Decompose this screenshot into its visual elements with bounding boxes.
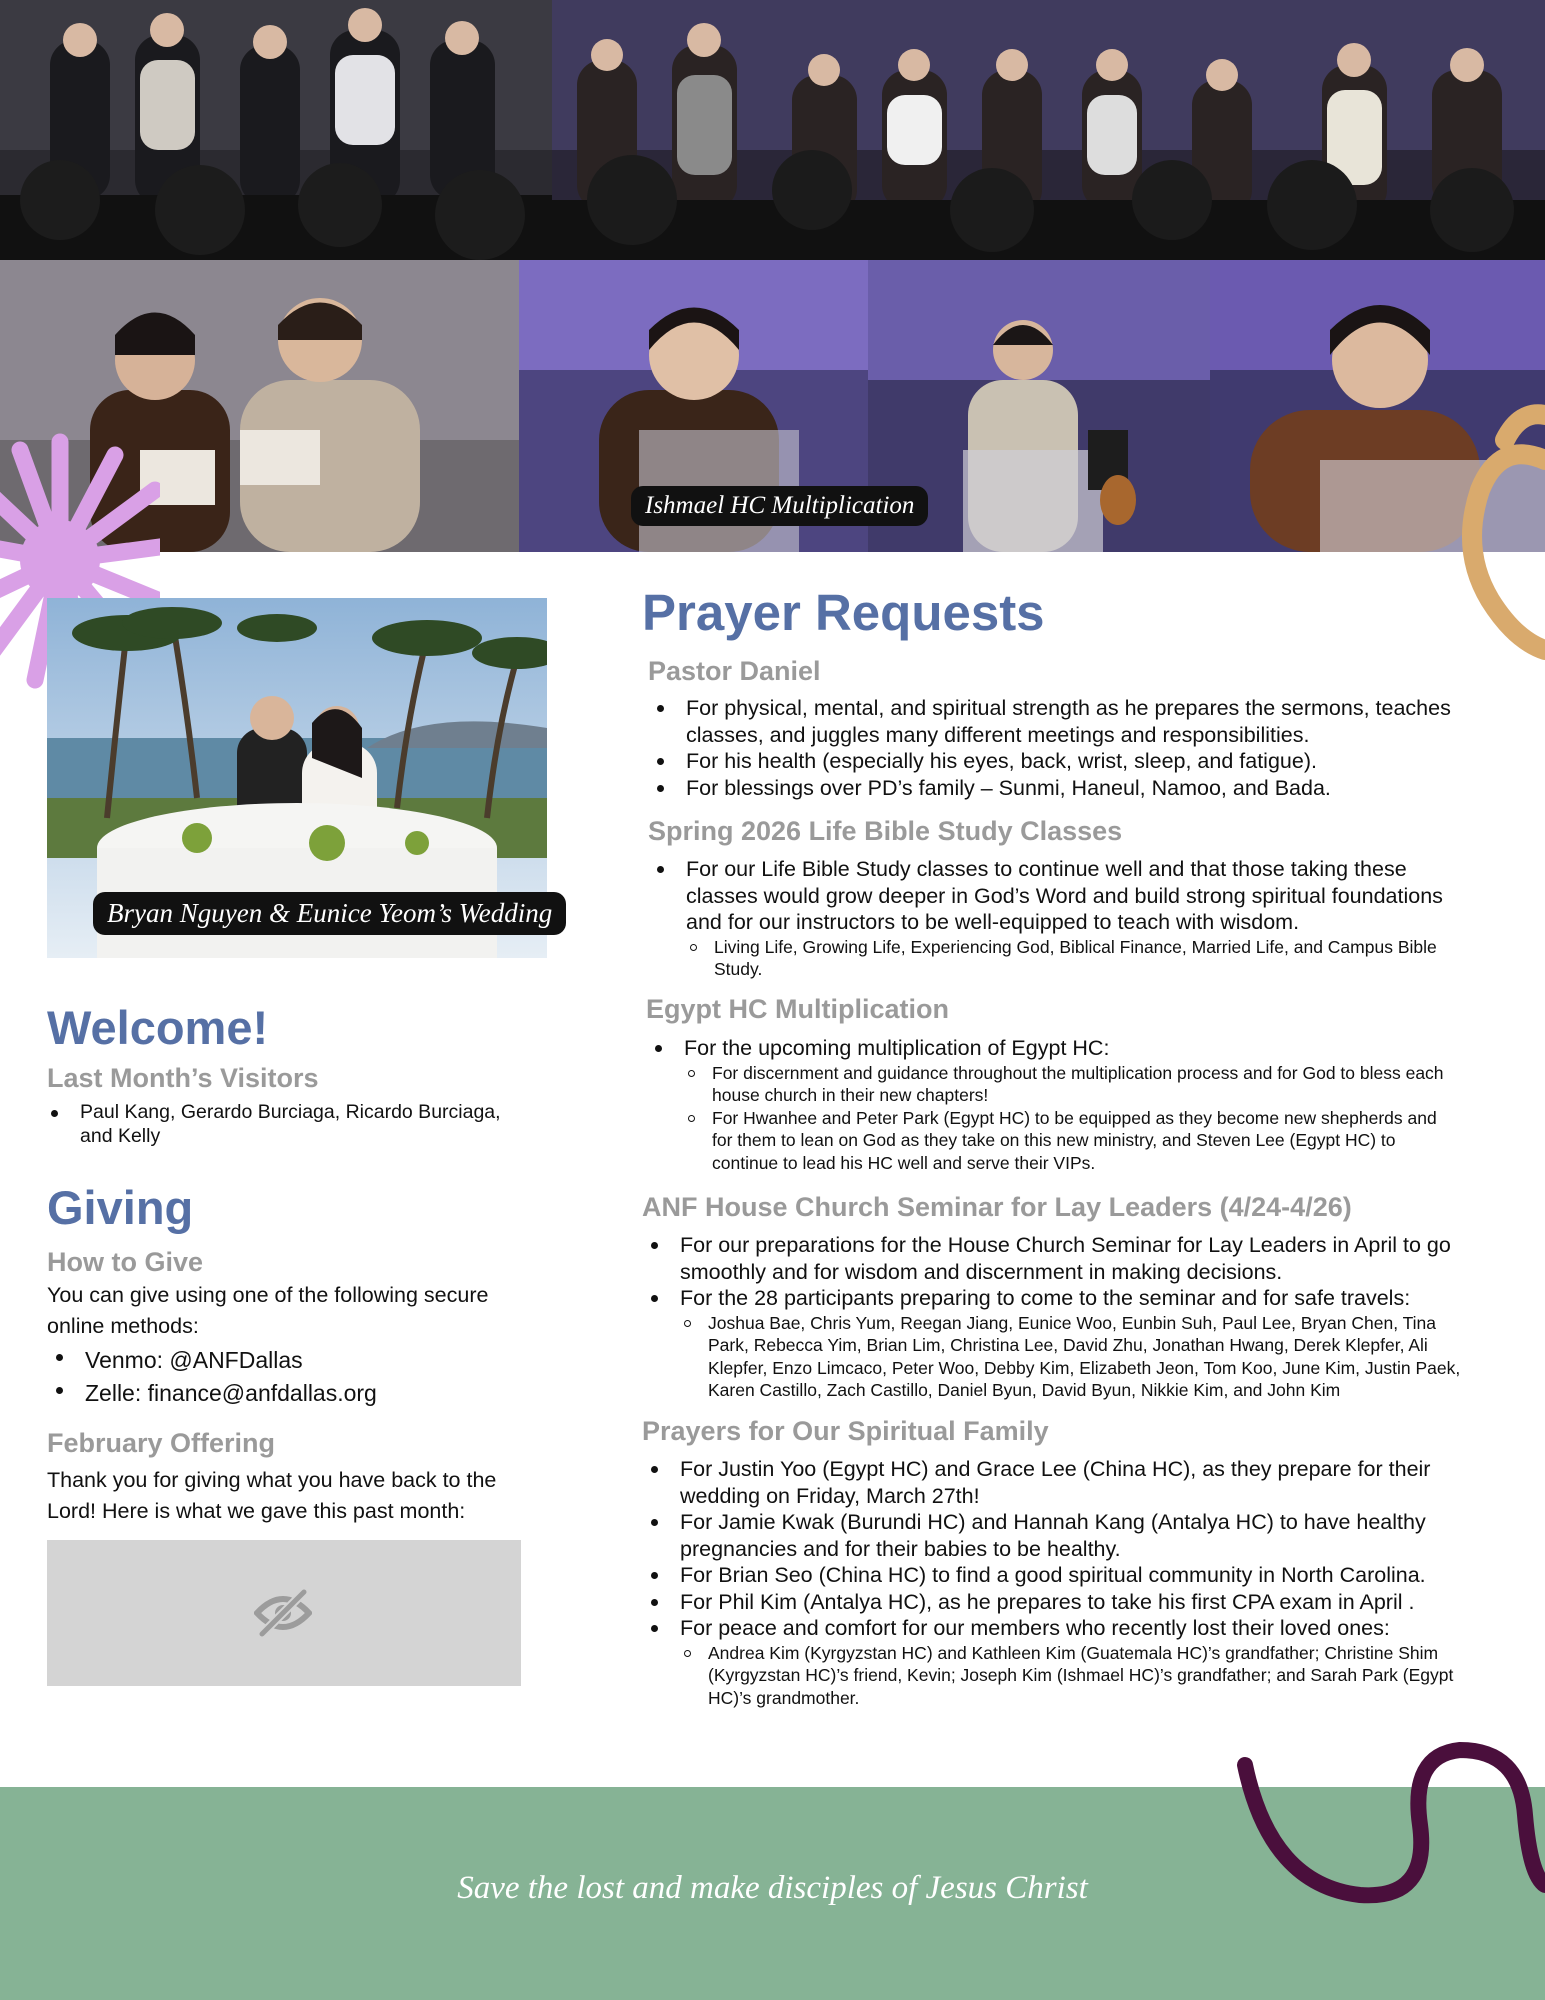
prayer-subitem: Joshua Bae, Chris Yum, Reegan Jiang, Eunice Woo, Eunbin Suh, Paul Lee, Bryan Chen, Tina Park, Rebecca Yim, Brian Lim, Christina Lee, David Zhu, Jonathan Hwang, Derek Klepfer, Ali Klepfer, Enzo Limcaco, Peter Woo, Debby Kim, Elizabeth Jeon, Tom Koo, June Kim, Justin Paek, Karen Castillo, Zach Castillo, Daniel Byun, David Byun, Nikkie Kim, and John Kim: [680, 1312, 1477, 1402]
anf-seminar-list: [647, 1232, 1477, 1402]
anf-seminar-heading: ANF House Church Seminar for Lay Leaders (4/24-4/26): [642, 1192, 1352, 1222]
prayer-item: [653, 856, 1483, 981]
prayer-item: For physical, mental, and spiritual strength as he prepares the sermons, teaches classes, and juggles many different meetings and responsibilities.: [653, 695, 1483, 748]
zelle-method: Zelle: finance@anfdallas.org: [52, 1377, 532, 1410]
photo-strip-caption: Ishmael HC Multiplication: [631, 486, 928, 526]
prayer-subitem: Andrea Kim (Kyrgyzstan HC) and Kathleen Kim (Guatemala HC)’s grandfather; Christine Shim (Kyrgyzstan HC)’s friend, Kevin; Joseph Kim (Ishmael HC)’s grandfather; and Sarah Park (Egypt HC)’s grandmother.: [680, 1642, 1477, 1710]
prayer-item: For our preparations for the House Church Seminar for Lay Leaders in April to go smoothly and for wisdom and discernment in making decisions.: [647, 1232, 1477, 1285]
prayer-item-text: For the 28 participants preparing to come to the seminar and for safe travels:: [680, 1286, 1411, 1310]
giving-methods-list: [52, 1344, 532, 1410]
prayer-subitem: Living Life, Growing Life, Experiencing God, Biblical Finance, Married Life, and Campus Bible Study.: [686, 936, 1483, 981]
prayer-item: For Brian Seo (China HC) to find a good spiritual community in North Carolina.: [647, 1562, 1477, 1589]
prayer-item: [647, 1615, 1477, 1709]
hidden-offering-image: [47, 1540, 521, 1686]
offering-heading: February Offering: [47, 1428, 276, 1458]
prayer-item: For Jamie Kwak (Burundi HC) and Hannah Kang (Antalya HC) to have healthy pregnancies and for their babies to be healthy.: [647, 1509, 1477, 1562]
life-bible-study-heading: Spring 2026 Life Bible Study Classes: [648, 816, 1123, 846]
prayer-item-text: For the upcoming multiplication of Egypt HC:: [684, 1036, 1110, 1060]
prayer-item: For his health (especially his eyes, back, wrist, sleep, and fatigue).: [653, 748, 1483, 775]
life-bible-study-list: [653, 856, 1483, 981]
spiritual-family-list: [647, 1456, 1477, 1709]
spiritual-family-heading: Prayers for Our Spiritual Family: [642, 1416, 1049, 1446]
how-to-give-heading: How to Give: [47, 1247, 204, 1277]
prayer-item-text: For peace and comfort for our members who recently lost their loved ones:: [680, 1616, 1390, 1640]
pastor-daniel-list: [653, 695, 1483, 801]
swirl-decoration-tan: [1460, 400, 1545, 720]
prayer-item: For Phil Kim (Antalya HC), as he prepares to take his first CPA exam in April .: [647, 1589, 1477, 1616]
prayer-requests-title: Prayer Requests: [642, 584, 1045, 641]
giving-title: Giving: [47, 1181, 194, 1234]
egypt-hc-heading: Egypt HC Multiplication: [646, 994, 949, 1024]
prayer-item: For Justin Yoo (Egypt HC) and Grace Lee (China HC), as they prepare for their wedding on Friday, March 27th!: [647, 1456, 1477, 1509]
prayer-subitem: For Hwanhee and Peter Park (Egypt HC) to be equipped as they become new shepherds and for them to lean on God as they take on this new ministry, and Steven Lee (Egypt HC) to continue to lead his HC well and serve their VIPs.: [684, 1107, 1451, 1175]
how-to-give-text: You can give using one of the following secure online methods:: [47, 1283, 489, 1338]
prayer-item-text: For our Life Bible Study classes to continue well and that those taking these classes would grow deeper in God’s Word and build strong spiritual foundations and for our instructors to be well-equipped to teach with wisdom.: [686, 857, 1443, 934]
photo-group-standing-left: [0, 0, 552, 260]
prayer-subitem: For discernment and guidance throughout the multiplication process and for God to bless each house church in their new chapters!: [684, 1062, 1451, 1107]
prayer-item: [647, 1285, 1477, 1402]
venmo-method: Venmo: @ANFDallas: [52, 1344, 532, 1377]
photo-group-standing-right: [552, 0, 1545, 260]
wedding-caption: Bryan Nguyen & Eunice Yeom’s Wedding: [93, 892, 566, 935]
offering-text: Thank you for giving what you have back to the Lord! Here is what we gave this past month:: [47, 1468, 497, 1523]
egypt-hc-list: [651, 1035, 1451, 1174]
prayer-item: For blessings over PD’s family – Sunmi, Haneul, Namoo, and Bada.: [653, 775, 1483, 802]
footer-motto: Save the lost and make disciples of Jesus Christ: [457, 1870, 1088, 1906]
prayer-item: [651, 1035, 1451, 1174]
visitors-heading: Last Month’s Visitors: [47, 1063, 319, 1093]
pastor-daniel-heading: Pastor Daniel: [648, 656, 821, 686]
visitors-list: [47, 1100, 537, 1148]
welcome-title: Welcome!: [47, 1001, 269, 1054]
eye-slash-icon: [254, 1588, 312, 1638]
visitor-item: Paul Kang, Gerardo Burciaga, Ricardo Burciaga, and Kelly: [47, 1100, 537, 1148]
